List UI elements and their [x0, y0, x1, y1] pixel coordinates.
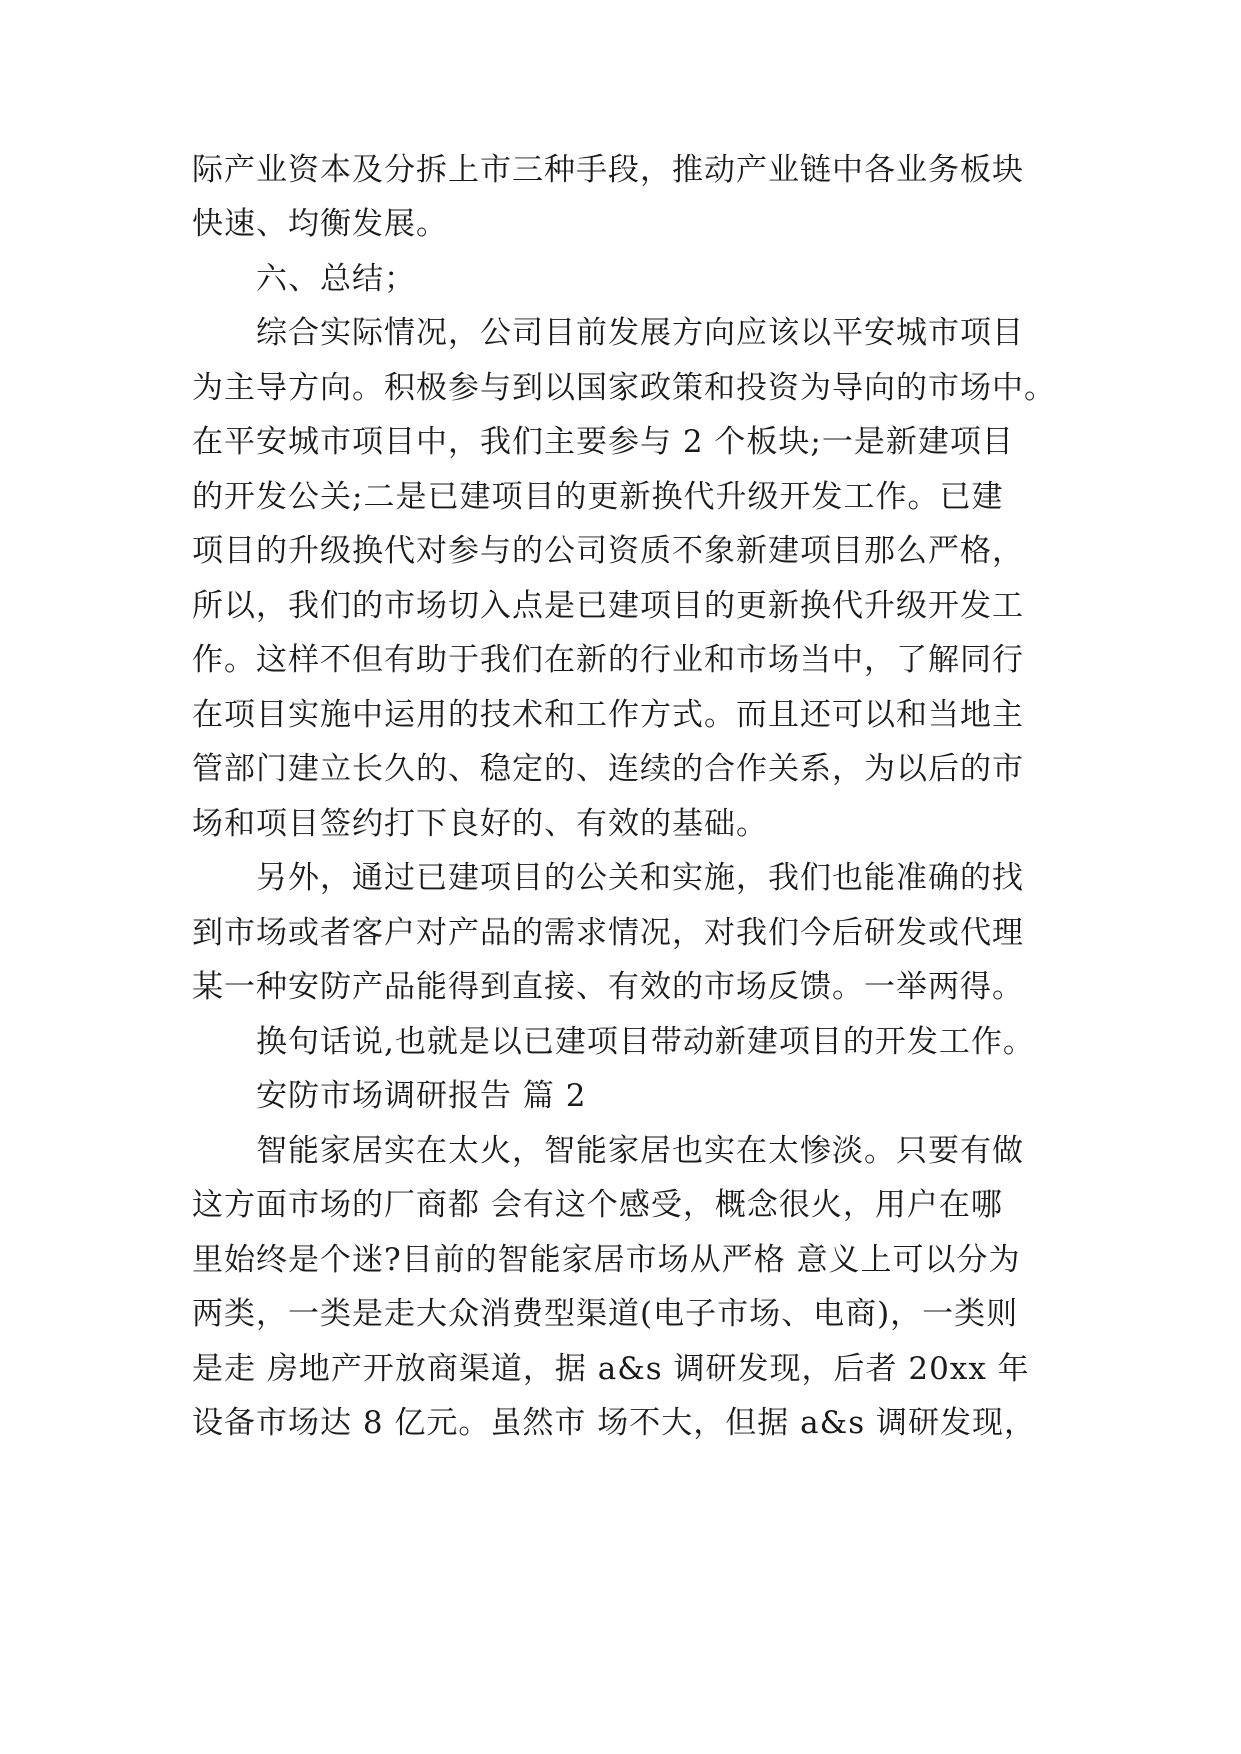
- text-line: 设备市场达 8 亿元。虽然市 场不大，但据 a&s 调研发现，: [192, 1405, 1036, 1441]
- section-heading: 安防市场调研报告 篇 2: [256, 1078, 587, 1114]
- section-heading: 六、总结；: [256, 261, 416, 297]
- text-line: 的开发公关;二是已建项目的更新换代升级开发工作。已建: [192, 479, 1004, 515]
- text-line: 这方面市场的厂商都 会有这个感受，概念很火，用户在哪: [192, 1187, 1003, 1223]
- text-line: 作。这样不但有助于我们在新的行业和市场当中，了解同行: [192, 642, 1024, 678]
- text-line: 里始终是个迷?目前的智能家居市场从严格 意义上可以分为: [192, 1242, 1021, 1278]
- text-line: 某一种安防产品能得到直接、有效的市场反馈。一举两得。: [192, 969, 1024, 1005]
- text-line: 为主导方向。积极参与到以国家政策和投资为导向的市场中。: [192, 370, 1056, 406]
- text-line: 到市场或者客户对产品的需求情况，对我们今后研发或代理: [192, 915, 1024, 951]
- text-line: 在项目实施中运用的技术和工作方式。而且还可以和当地主: [192, 697, 1024, 733]
- text-line: 际产业资本及分拆上市三种手段，推动产业链中各业务板块: [192, 152, 1024, 188]
- text-line: 综合实际情况，公司目前发展方向应该以平安城市项目: [256, 315, 1024, 351]
- text-line: 智能家居实在太火，智能家居也实在太惨淡。只要有做: [256, 1133, 1024, 1169]
- text-line: 管部门建立长久的、稳定的、连续的合作关系，为以后的市: [192, 751, 1024, 787]
- text-line: 在平安城市项目中，我们主要参与 2 个板块;一是新建项目: [192, 424, 1014, 460]
- text-line: 两类，一类是走大众消费型渠道(电子市场、电商)，一类则: [192, 1296, 1019, 1332]
- text-line: 另外，通过已建项目的公关和实施，我们也能准确的找: [256, 860, 1024, 896]
- text-line: 换句话说,也就是以已建项目带动新建项目的开发工作。: [256, 1024, 1035, 1060]
- text-line: 是走 房地产开放商渠道，据 a&s 调研发现，后者 20xx 年: [192, 1351, 1030, 1387]
- text-line: 场和项目签约打下良好的、有效的基础。: [192, 806, 768, 842]
- text-line: 项目的升级换代对参与的公司资质不象新建项目那么严格，: [192, 533, 1024, 569]
- text-line: 所以，我们的市场切入点是已建项目的更新换代升级开发工: [192, 588, 1024, 624]
- text-line: 快速、均衡发展。: [192, 206, 448, 242]
